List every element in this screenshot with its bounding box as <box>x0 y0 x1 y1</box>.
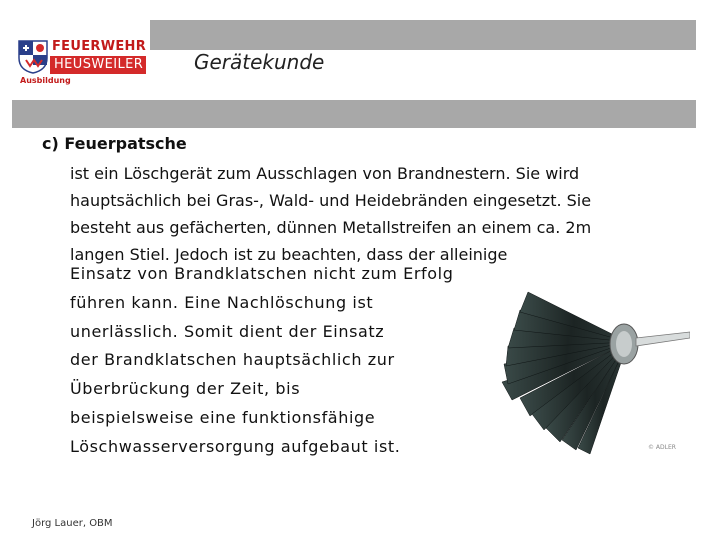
header-band-bottom <box>150 100 696 128</box>
logo-line-1: FEUERWEHR <box>52 39 147 54</box>
text-line: hauptsächlich bei Gras-, Wald- und Heidebränden eingesetzt. Sie <box>70 191 592 210</box>
section-heading: c) Feuerpatsche <box>42 134 187 153</box>
paragraph-narrow <box>70 260 453 462</box>
text-line: unerlässlich. Somit dient der Einsatz <box>70 321 385 341</box>
metal-strips <box>502 292 628 454</box>
text-line: beispielsweise eine funktionsfähige <box>70 407 376 427</box>
logo-line-2: HEUSWEILER <box>54 57 144 72</box>
paragraph-wide <box>70 160 680 268</box>
slide-title: Gerätekunde <box>194 50 325 74</box>
header-band-top <box>150 20 696 50</box>
image-credit: © ADLER <box>648 444 676 451</box>
text-line: besteht aus gefächerten, dünnen Metallstreifen an einem ca. 2m <box>70 218 592 237</box>
coat-of-arms-icon <box>18 40 48 74</box>
text-line: Überbrückung der Zeit, bis <box>70 379 301 399</box>
rivet-plate-highlight <box>616 331 632 357</box>
feuerpatsche-image <box>490 272 690 462</box>
text-line: führen kann. Eine Nachlöschung ist <box>70 292 374 312</box>
text-line: ist ein Löschgerät zum Ausschlagen von Brandnestern. Sie wird <box>70 164 580 183</box>
footer-author: Jörg Lauer, OBM <box>32 518 113 529</box>
text-line: Löschwasserversorgung aufgebaut ist. <box>70 436 401 456</box>
text-line: Einsatz von Brandklatschen nicht zum Erfolg <box>70 264 454 283</box>
text-line: der Brandklatschen hauptsächlich zur <box>70 350 395 370</box>
header-band-left <box>12 100 150 128</box>
logo-line-3: Ausbildung <box>20 76 71 85</box>
text-line: langen Stiel. Jedoch ist zu beachten, dass der alleinige <box>70 245 508 264</box>
handle <box>636 332 690 346</box>
feuerwehr-logo <box>14 36 150 88</box>
